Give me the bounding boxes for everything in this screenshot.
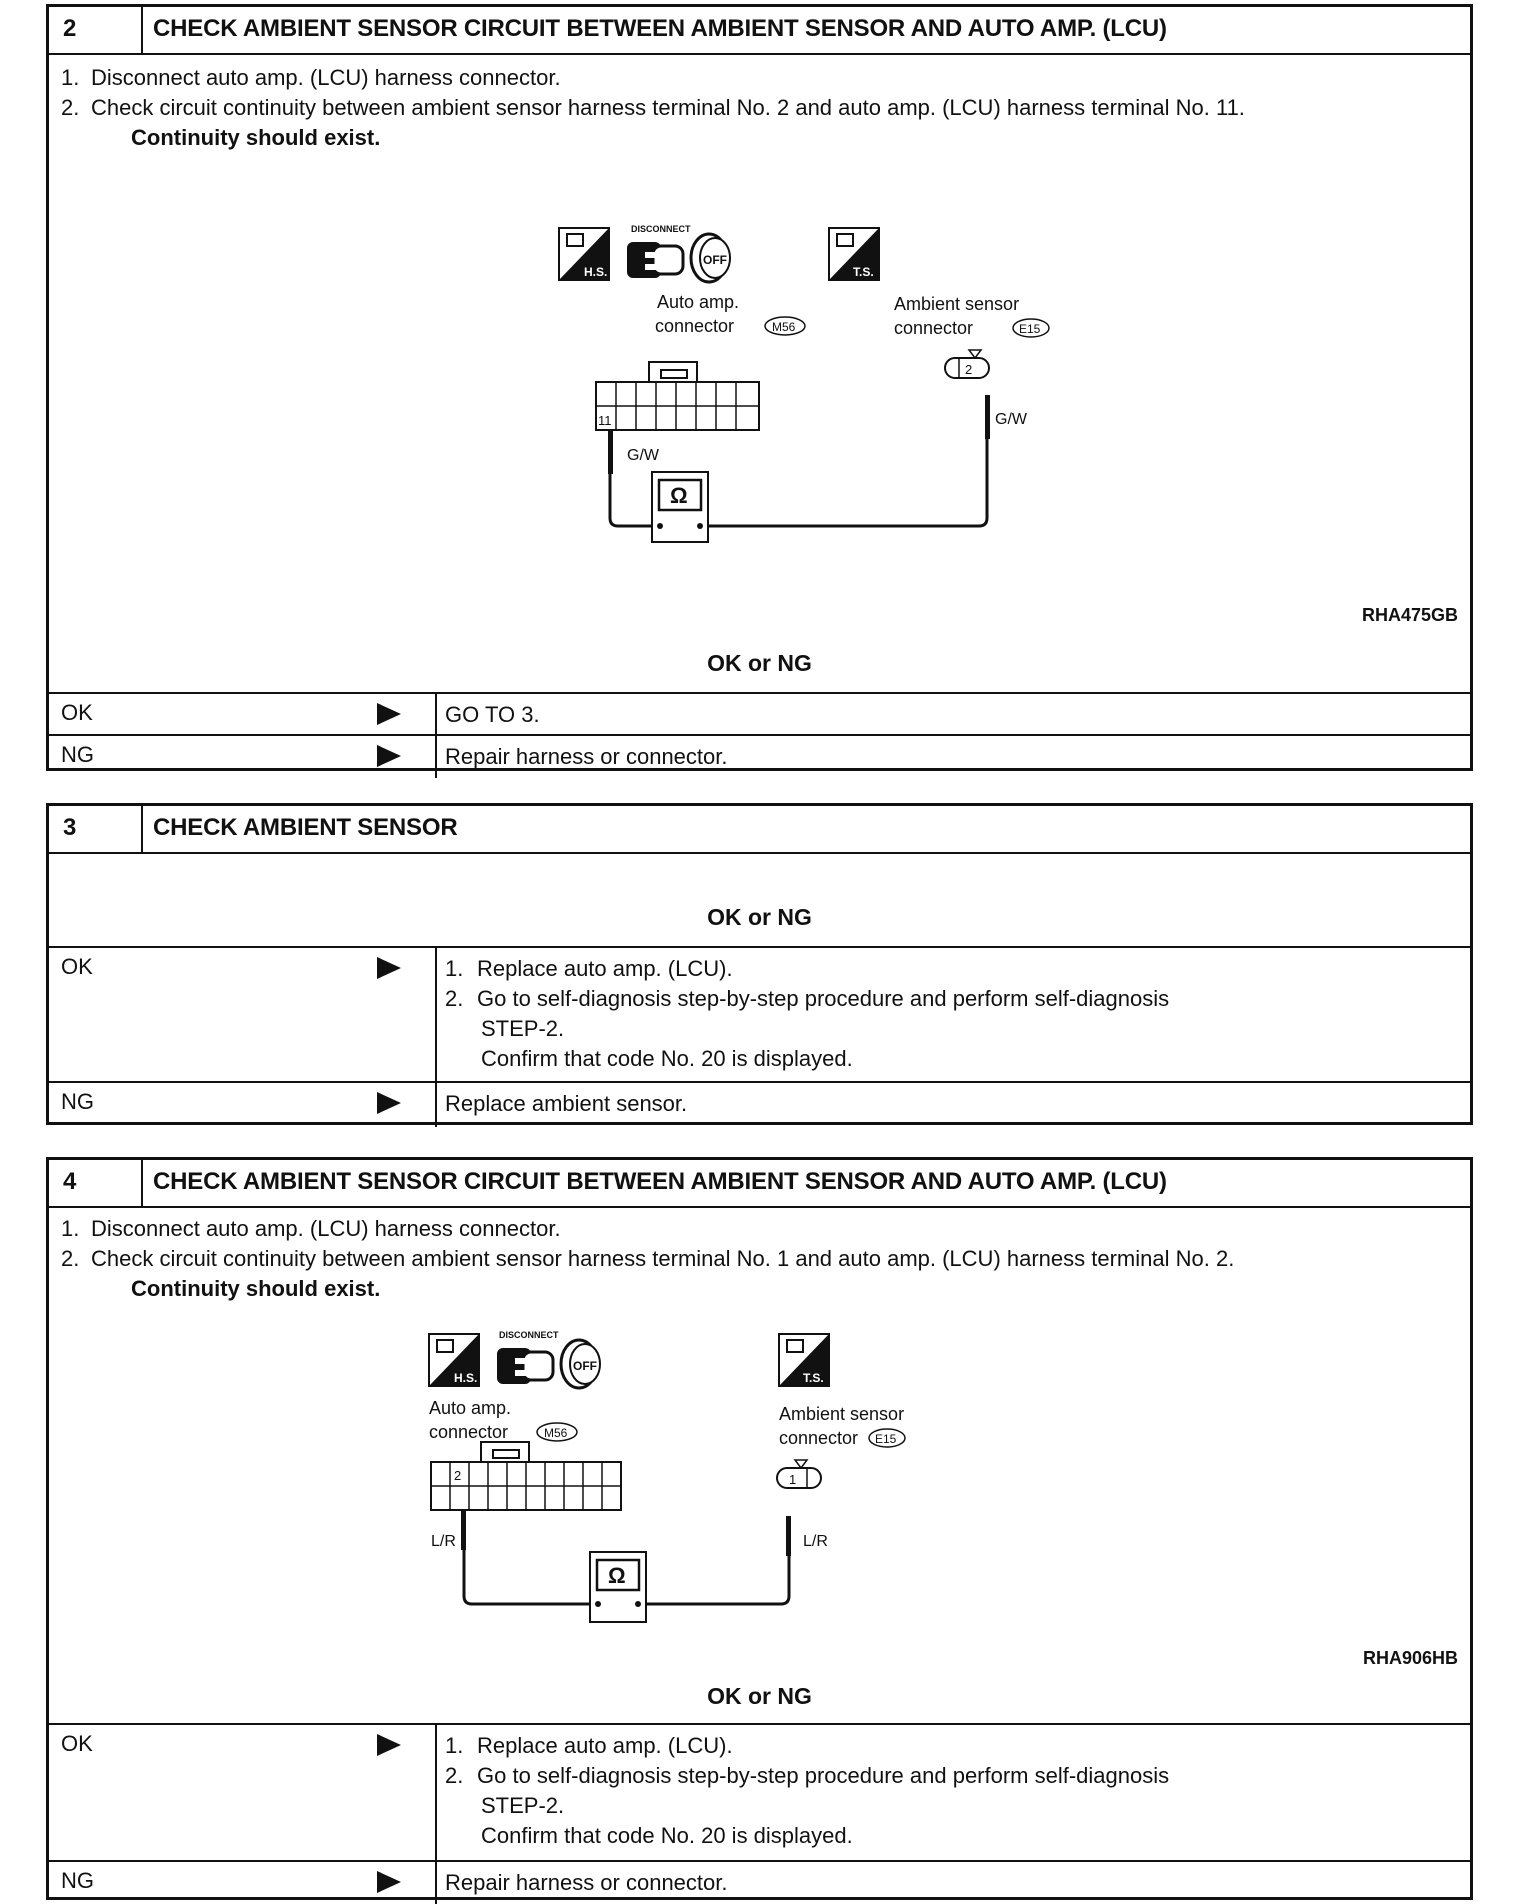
step-4-title: CHECK AMBIENT SENSOR CIRCUIT BETWEEN AMBIENT SENSOR AND AUTO AMP. (LCU) <box>153 1168 1167 1195</box>
step-4-wiring-diagram <box>409 1326 949 1656</box>
connector-code-m56: M56 <box>772 320 796 334</box>
ignition-off-icon <box>691 234 730 282</box>
row-divider <box>435 694 437 734</box>
hs-icon <box>429 1334 479 1386</box>
header-divider <box>141 806 143 852</box>
ts-icon <box>829 228 879 280</box>
ok-or-ng-label: OK or NG <box>707 904 812 930</box>
connector-code-e15: E15 <box>1019 322 1041 336</box>
terminal-2-label: 2 <box>454 1468 462 1483</box>
terminal-1-label: 1 <box>789 1472 797 1487</box>
svg-text:OFF: OFF <box>703 253 727 267</box>
result-label: NG <box>61 1089 94 1114</box>
ohmmeter <box>590 1552 646 1622</box>
terminal-11-label: 11 <box>598 413 612 428</box>
ambient-sensor-label: Ambient sensor <box>894 294 1020 314</box>
result-action: Replace ambient sensor. <box>445 1091 688 1116</box>
step-2-number: 2 <box>63 15 77 42</box>
auto-amp-label: Auto amp. <box>657 292 740 312</box>
svg-text:DISCONNECT: DISCONNECT <box>631 224 691 234</box>
step-3-header <box>49 806 1470 854</box>
step-4-body <box>49 1208 1470 1723</box>
step-4-instructions <box>61 1214 1234 1304</box>
step-2-block <box>46 4 1473 771</box>
arrow-icon <box>377 1871 401 1893</box>
result-label: OK <box>61 954 93 979</box>
arrow-icon <box>377 1092 401 1114</box>
step-4-number: 4 <box>63 1168 77 1195</box>
figure-id: RHA475GB <box>1361 605 1458 625</box>
result-row-ng <box>49 1860 1470 1904</box>
auto-amp-connector-label: connector <box>655 316 735 336</box>
result-action: 1. Replace auto amp. (LCU). 2. Go to self-diagnosis step-by-step procedure and perform self-diagnosis STEP-2. Confirm that code No. 20 is displayed. <box>445 1733 1170 1848</box>
svg-text:T.S.: T.S. <box>803 1371 824 1385</box>
svg-text:DISCONNECT: DISCONNECT <box>499 1330 559 1340</box>
ambient-connector-label: connector <box>779 1428 859 1448</box>
continuity-note: Continuity should exist. <box>131 1276 381 1301</box>
result-action: Repair harness or connector. <box>445 744 728 769</box>
auto-amp-label: Auto amp. <box>429 1398 512 1418</box>
result-label: OK <box>61 700 93 725</box>
ts-icon <box>779 1334 829 1386</box>
svg-text:H.S.: H.S. <box>584 265 608 279</box>
wire-color-left: L/R <box>431 1533 456 1550</box>
svg-text:OFF: OFF <box>573 1359 597 1373</box>
ohmmeter <box>652 472 708 542</box>
result-row-ng <box>49 1081 1470 1127</box>
terminal-2-label: 2 <box>965 362 973 377</box>
step-2-title: CHECK AMBIENT SENSOR CIRCUIT BETWEEN AMBIENT SENSOR AND AUTO AMP. (LCU) <box>153 15 1167 42</box>
result-action: GO TO 3. <box>445 702 540 727</box>
arrow-icon <box>377 745 401 767</box>
figure-id: RHA906HB <box>1362 1648 1458 1668</box>
instruction-item: 1. Disconnect auto amp. (LCU) harness connector. <box>61 65 561 90</box>
ambient-sensor-connector <box>945 350 989 378</box>
ambient-sensor-connector <box>777 1460 821 1488</box>
ok-or-ng-label: OK or NG <box>707 1683 812 1709</box>
auto-amp-connector <box>431 1442 621 1510</box>
step-2-header <box>49 7 1470 55</box>
ohm-symbol: Ω <box>670 483 688 508</box>
result-action: 1. Replace auto amp. (LCU). 2. Go to self-diagnosis step-by-step procedure and perform self-diagnosis STEP-2. Confirm that code No. 20 is displayed. <box>445 956 1170 1071</box>
result-row-ok <box>49 1723 1470 1860</box>
step-4-header <box>49 1160 1470 1208</box>
ignition-off-icon <box>561 1340 600 1388</box>
step-2-wiring-diagram <box>539 220 1079 580</box>
disconnect-icon <box>627 224 691 278</box>
ambient-connector-label: connector <box>894 318 974 338</box>
result-label: NG <box>61 742 94 767</box>
svg-text:H.S.: H.S. <box>454 1371 478 1385</box>
step-3-body <box>49 854 1470 946</box>
arrow-icon <box>377 957 401 979</box>
svg-text:T.S.: T.S. <box>853 265 874 279</box>
continuity-note: Continuity should exist. <box>131 125 381 150</box>
ohm-symbol: Ω <box>608 1563 626 1588</box>
step-3-block <box>46 803 1473 1125</box>
step-2-body <box>49 55 1470 692</box>
ambient-sensor-label: Ambient sensor <box>779 1404 905 1424</box>
row-divider <box>435 1725 437 1860</box>
header-divider <box>141 1160 143 1206</box>
result-label: NG <box>61 1868 94 1893</box>
wire-color-left: G/W <box>627 447 659 464</box>
arrow-icon <box>377 1734 401 1756</box>
instruction-item: 2. Check circuit continuity between ambient sensor harness terminal No. 2 and auto amp. (LCU) harness terminal No. 11. <box>61 95 1245 120</box>
result-row-ng <box>49 734 1470 778</box>
instruction-item: 1. Disconnect auto amp. (LCU) harness connector. <box>61 1216 561 1241</box>
wire-color-right: G/W <box>995 411 1027 428</box>
header-divider <box>141 7 143 53</box>
row-divider <box>435 736 437 778</box>
connector-code-m56: M56 <box>544 1426 568 1440</box>
step-2-instructions <box>61 63 1245 153</box>
hs-icon <box>559 228 609 280</box>
step-3-number: 3 <box>63 814 77 841</box>
result-label: OK <box>61 1731 93 1756</box>
row-divider <box>435 948 437 1081</box>
step-3-title: CHECK AMBIENT SENSOR <box>153 814 458 841</box>
result-row-ok <box>49 946 1470 1081</box>
instruction-item: 2. Check circuit continuity between ambient sensor harness terminal No. 1 and auto amp. (LCU) harness terminal No. 2. <box>61 1246 1235 1271</box>
disconnect-icon <box>497 1330 559 1384</box>
ok-or-ng-label: OK or NG <box>707 650 812 676</box>
connector-code-e15: E15 <box>875 1432 897 1446</box>
row-divider <box>435 1862 437 1904</box>
arrow-icon <box>377 703 401 725</box>
row-divider <box>435 1083 437 1127</box>
result-row-ok <box>49 692 1470 734</box>
result-action: Repair harness or connector. <box>445 1870 728 1895</box>
auto-amp-connector-label: connector <box>429 1422 509 1442</box>
wire-color-right: L/R <box>803 1533 828 1550</box>
auto-amp-connector <box>596 362 759 430</box>
step-4-block <box>46 1157 1473 1900</box>
